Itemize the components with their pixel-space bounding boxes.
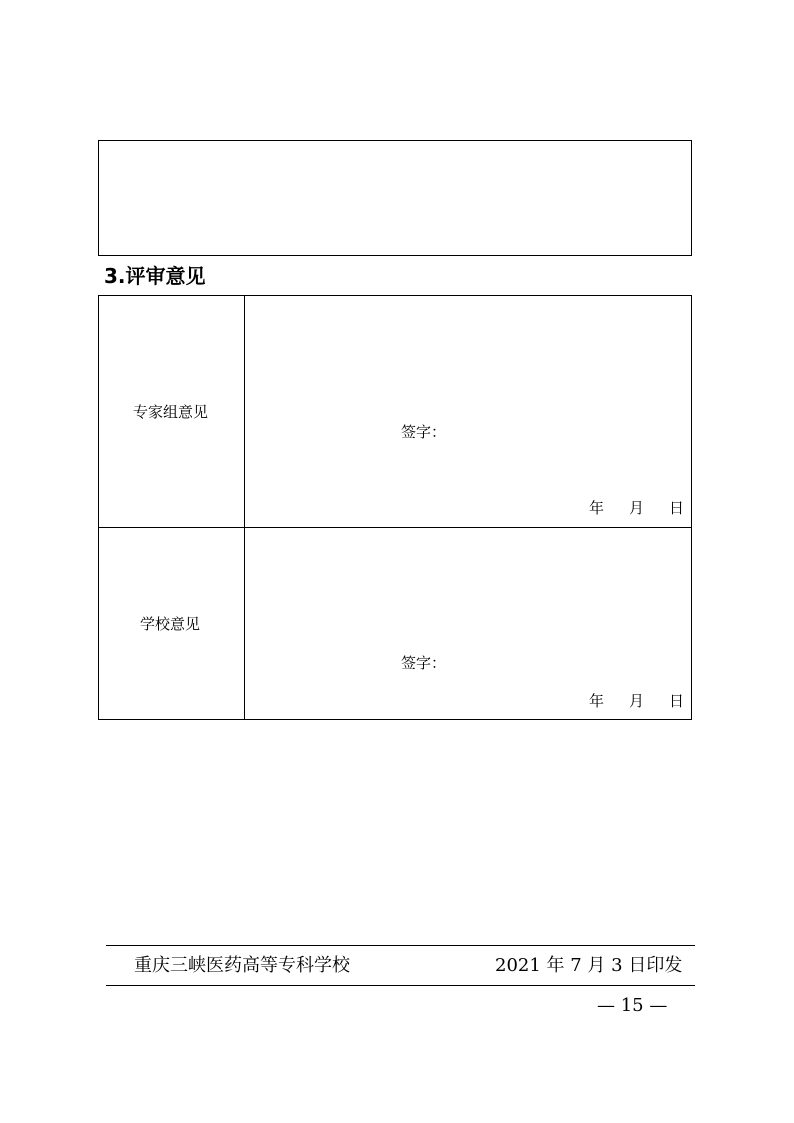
footer-issue-date: 2021 年 7 月 3 日印发 — [495, 955, 683, 976]
section-heading: 3.评审意见 — [104, 264, 206, 288]
footer-top-rule — [106, 945, 695, 946]
school-signature-label: 签字： — [401, 654, 447, 672]
review-opinion-table — [98, 295, 692, 720]
school-date-year: 年 — [589, 692, 605, 710]
row-divider — [99, 527, 691, 528]
blank-form-box — [98, 140, 692, 256]
expert-date-day: 日 — [669, 499, 685, 517]
column-divider — [244, 296, 245, 719]
footer-bottom-rule — [106, 985, 695, 986]
page-number: — 15 — — [597, 995, 668, 1016]
school-date-month: 月 — [629, 692, 645, 710]
expert-opinion-label: 专家组意见 — [133, 403, 209, 421]
expert-signature-label: 签字： — [401, 423, 447, 441]
expert-date-year: 年 — [589, 499, 605, 517]
school-opinion-label: 学校意见 — [140, 615, 201, 633]
footer-issuer: 重庆三峡医药高等专科学校 — [134, 955, 350, 976]
expert-date-month: 月 — [629, 499, 645, 517]
school-date-day: 日 — [669, 692, 685, 710]
